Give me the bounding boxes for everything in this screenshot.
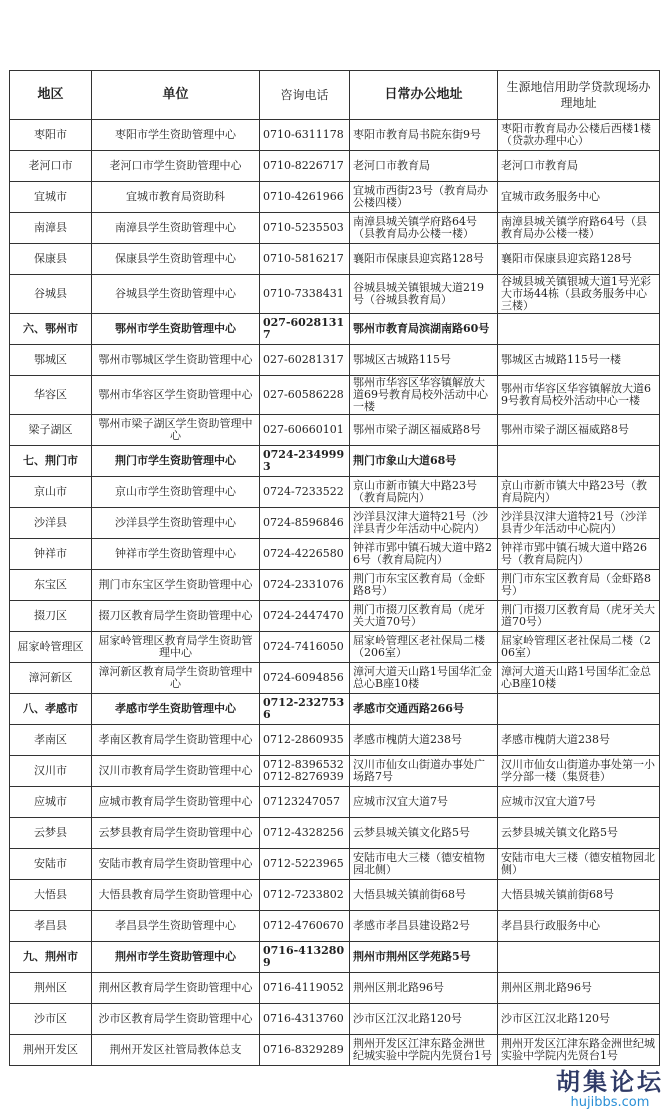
- unit-cell: 沙洋县学生资助管理中心: [92, 508, 260, 539]
- onsite-address-cell: 宜城市政务服务中心: [498, 182, 660, 213]
- table-row: [10, 1035, 660, 1066]
- table-row: [10, 756, 660, 787]
- office-address-cell: 鄂州市教育局滨湖南路60号: [350, 314, 498, 345]
- unit-cell: 枣阳市学生资助管理中心: [92, 120, 260, 151]
- unit-cell: 荆州市学生资助管理中心: [92, 942, 260, 973]
- office-address-cell: 荆州开发区江津东路金洲世纪城实验中学院内先贤台1号: [350, 1035, 498, 1066]
- table-row: [10, 570, 660, 601]
- phone-cell: 027-60281317: [260, 345, 350, 376]
- table-row: [10, 849, 660, 880]
- office-address-cell: 钟祥市郢中镇石城大道中路26号（教育局院内）: [350, 539, 498, 570]
- unit-cell: 沙市区教育局学生资助管理中心: [92, 1004, 260, 1035]
- table-row: [10, 151, 660, 182]
- region-cell: 京山市: [10, 477, 92, 508]
- unit-cell: 大悟县教育局学生资助管理中心: [92, 880, 260, 911]
- table-row: [10, 244, 660, 275]
- unit-cell: 孝感市学生资助管理中心: [92, 694, 260, 725]
- unit-cell: 应城市教育局学生资助管理中心: [92, 787, 260, 818]
- region-cell: 大悟县: [10, 880, 92, 911]
- onsite-address-cell: 大悟县城关镇前街68号: [498, 880, 660, 911]
- office-address-cell: 京山市新市镇大中路23号（教育局院内）: [350, 477, 498, 508]
- region-cell: 孝昌县: [10, 911, 92, 942]
- onsite-address-cell: [498, 694, 660, 725]
- region-cell: 宜城市: [10, 182, 92, 213]
- phone-cell: 0724-2349993: [260, 446, 350, 477]
- onsite-address-cell: 孝昌县行政服务中心: [498, 911, 660, 942]
- phone-cell: 0716-4313760: [260, 1004, 350, 1035]
- region-cell: 沙市区: [10, 1004, 92, 1035]
- watermark-title: 胡集论坛: [556, 1068, 664, 1096]
- phone-cell: 0724-6094856: [260, 663, 350, 694]
- loan-office-table: [9, 70, 660, 1066]
- onsite-address-cell: 荆门市东宝区教育局（金虾路8号）: [498, 570, 660, 601]
- phone-cell: 0724-8596846: [260, 508, 350, 539]
- table-row: [10, 477, 660, 508]
- phone-cell: 0710-5235503: [260, 213, 350, 244]
- unit-cell: 鄂州市华容区学生资助管理中心: [92, 376, 260, 415]
- section-row: [10, 694, 660, 725]
- table-row: [10, 182, 660, 213]
- onsite-address-cell: 安陆市电大三楼（德安植物园北侧）: [498, 849, 660, 880]
- table-row: [10, 508, 660, 539]
- onsite-address-cell: 沙市区江汉北路120号: [498, 1004, 660, 1035]
- header-office-address: 日常办公地址: [350, 71, 498, 120]
- onsite-address-cell: 漳河大道天山路1号国华汇金总心B座10楼: [498, 663, 660, 694]
- region-cell: 鄂城区: [10, 345, 92, 376]
- onsite-address-cell: [498, 942, 660, 973]
- onsite-address-cell: 老河口市教育局: [498, 151, 660, 182]
- phone-cell: 0724-2447470: [260, 601, 350, 632]
- office-address-cell: 鄂州市华容区华容镇解放大道69号教育局校外活动中心一楼: [350, 376, 498, 415]
- unit-cell: 荆门市学生资助管理中心: [92, 446, 260, 477]
- phone-cell: 0712-5223965: [260, 849, 350, 880]
- region-cell: 掇刀区: [10, 601, 92, 632]
- site-watermark: [556, 1068, 664, 1110]
- table-row: [10, 601, 660, 632]
- onsite-address-cell: 荆州区荆北路96号: [498, 973, 660, 1004]
- region-cell: 沙洋县: [10, 508, 92, 539]
- table-row: [10, 632, 660, 663]
- phone-cell: 0712-2327536: [260, 694, 350, 725]
- unit-cell: 老河口市学生资助管理中心: [92, 151, 260, 182]
- region-cell: 老河口市: [10, 151, 92, 182]
- region-cell: 谷城县: [10, 275, 92, 314]
- onsite-address-cell: [498, 446, 660, 477]
- table-row: [10, 345, 660, 376]
- table-row: [10, 880, 660, 911]
- unit-cell: 鄂州市鄂城区学生资助管理中心: [92, 345, 260, 376]
- region-cell: 保康县: [10, 244, 92, 275]
- unit-cell: 屈家岭管理区教育局学生资助管理中心: [92, 632, 260, 663]
- onsite-address-cell: 谷城县城关镇银城大道1号光彩大市场44栋（县政务服务中心三楼）: [498, 275, 660, 314]
- region-cell: 荆州区: [10, 973, 92, 1004]
- region-cell: 漳河新区: [10, 663, 92, 694]
- office-address-cell: 荆州区荆北路96号: [350, 973, 498, 1004]
- onsite-address-cell: 荆州开发区江津东路金洲世纪城实验中学院内先贤台1号: [498, 1035, 660, 1066]
- office-address-cell: 孝感市交通西路266号: [350, 694, 498, 725]
- unit-cell: 漳河新区教育局学生资助管理中心: [92, 663, 260, 694]
- region-cell: 九、荆州市: [10, 942, 92, 973]
- region-cell: 六、鄂州市: [10, 314, 92, 345]
- phone-cell: 0710-5816217: [260, 244, 350, 275]
- region-cell: 梁子湖区: [10, 415, 92, 446]
- phone-cell: 0716-4132809: [260, 942, 350, 973]
- region-cell: 南漳县: [10, 213, 92, 244]
- onsite-address-cell: 襄阳市保康县迎宾路128号: [498, 244, 660, 275]
- region-cell: 华容区: [10, 376, 92, 415]
- office-address-cell: 孝感市孝昌县建设路2号: [350, 911, 498, 942]
- header-region: 地区: [10, 71, 92, 120]
- unit-cell: 钟祥市学生资助管理中心: [92, 539, 260, 570]
- unit-cell: 孝昌县学生资助管理中心: [92, 911, 260, 942]
- office-address-cell: 枣阳市教育局书院东街9号: [350, 120, 498, 151]
- office-address-cell: 荆门市东宝区教育局（金虾路8号）: [350, 570, 498, 601]
- watermark-url: hujibbs.com: [570, 1095, 650, 1110]
- unit-cell: 谷城县学生资助管理中心: [92, 275, 260, 314]
- phone-cell: 0724-7233522: [260, 477, 350, 508]
- region-cell: 枣阳市: [10, 120, 92, 151]
- phone-cell: 0710-4261966: [260, 182, 350, 213]
- region-cell: 汉川市: [10, 756, 92, 787]
- region-cell: 云梦县: [10, 818, 92, 849]
- phone-cell: 0724-7416050: [260, 632, 350, 663]
- office-address-cell: 汉川市仙女山街道办事处广场路7号: [350, 756, 498, 787]
- office-address-cell: 荆州市荆州区学苑路5号: [350, 942, 498, 973]
- office-address-cell: 孝感市槐荫大道238号: [350, 725, 498, 756]
- unit-cell: 掇刀区教育局学生资助管理中心: [92, 601, 260, 632]
- onsite-address-cell: 鄂州市梁子湖区福威路8号: [498, 415, 660, 446]
- unit-cell: 云梦县教育局学生资助管理中心: [92, 818, 260, 849]
- unit-cell: 安陆市教育局学生资助管理中心: [92, 849, 260, 880]
- unit-cell: 南漳县学生资助管理中心: [92, 213, 260, 244]
- header-phone: 咨询电话: [260, 71, 350, 120]
- onsite-address-cell: 汉川市仙女山街道办事处第一小学分部一楼（集贤巷）: [498, 756, 660, 787]
- unit-cell: 保康县学生资助管理中心: [92, 244, 260, 275]
- onsite-address-cell: 钟祥市郢中镇石城大道中路26号（教育局院内）: [498, 539, 660, 570]
- phone-cell: 0724-2331076: [260, 570, 350, 601]
- phone-cell: 0716-8329289: [260, 1035, 350, 1066]
- office-address-cell: 屈家岭管理区老社保局二楼（206室）: [350, 632, 498, 663]
- unit-cell: 京山市学生资助管理中心: [92, 477, 260, 508]
- region-cell: 七、荆门市: [10, 446, 92, 477]
- office-address-cell: 荆门市掇刀区教育局（虎牙关大道70号）: [350, 601, 498, 632]
- table-row: [10, 911, 660, 942]
- region-cell: 应城市: [10, 787, 92, 818]
- table-row: [10, 1004, 660, 1035]
- table-row: [10, 213, 660, 244]
- office-address-cell: 荆门市象山大道68号: [350, 446, 498, 477]
- phone-cell: 0712-8396532 0712-8276939: [260, 756, 350, 787]
- phone-cell: 027-60586228: [260, 376, 350, 415]
- onsite-address-cell: 孝感市槐荫大道238号: [498, 725, 660, 756]
- office-address-cell: 襄阳市保康县迎宾路128号: [350, 244, 498, 275]
- phone-cell: 0712-2860935: [260, 725, 350, 756]
- table-row: [10, 275, 660, 314]
- office-address-cell: 鄂城区古城路115号: [350, 345, 498, 376]
- onsite-address-cell: 枣阳市教育局办公楼后西楼1楼（贷款办理中心）: [498, 120, 660, 151]
- phone-cell: 0712-7233802: [260, 880, 350, 911]
- onsite-address-cell: 鄂城区古城路115号一楼: [498, 345, 660, 376]
- section-row: [10, 942, 660, 973]
- phone-cell: 0724-4226580: [260, 539, 350, 570]
- phone-cell: 027-60281317: [260, 314, 350, 345]
- phone-cell: 0712-4328256: [260, 818, 350, 849]
- onsite-address-cell: 鄂州市华容区华容镇解放大道69号教育局校外活动中心一楼: [498, 376, 660, 415]
- onsite-address-cell: 南漳县城关镇学府路64号（县教育局办公楼一楼）: [498, 213, 660, 244]
- office-address-cell: 沙洋县汉津大道特21号（沙洋县青少年活动中心院内）: [350, 508, 498, 539]
- table-row: [10, 663, 660, 694]
- phone-cell: 0710-8226717: [260, 151, 350, 182]
- unit-cell: 孝南区教育局学生资助管理中心: [92, 725, 260, 756]
- table-row: [10, 725, 660, 756]
- office-address-cell: 应城市汉宜大道7号: [350, 787, 498, 818]
- office-address-cell: 老河口市教育局: [350, 151, 498, 182]
- office-address-cell: 大悟县城关镇前街68号: [350, 880, 498, 911]
- header-unit: 单位: [92, 71, 260, 120]
- phone-cell: 0710-7338431: [260, 275, 350, 314]
- section-row: [10, 314, 660, 345]
- header-onsite-address: 生源地信用助学贷款现场办理地址: [498, 71, 660, 120]
- table-row: [10, 787, 660, 818]
- unit-cell: 荆门市东宝区学生资助管理中心: [92, 570, 260, 601]
- phone-cell: 07123247057: [260, 787, 350, 818]
- unit-cell: 宜城市教育局资助科: [92, 182, 260, 213]
- office-address-cell: 安陆市电大三楼（德安植物园北侧）: [350, 849, 498, 880]
- unit-cell: 荆州开发区社管局教体总支: [92, 1035, 260, 1066]
- table-row: [10, 973, 660, 1004]
- onsite-address-cell: 应城市汉宜大道7号: [498, 787, 660, 818]
- office-address-cell: 宜城市西街23号（教育局办公楼四楼）: [350, 182, 498, 213]
- table-row: [10, 120, 660, 151]
- region-cell: 孝南区: [10, 725, 92, 756]
- table-row: [10, 539, 660, 570]
- region-cell: 荆州开发区: [10, 1035, 92, 1066]
- unit-cell: 荆州区教育局学生资助管理中心: [92, 973, 260, 1004]
- phone-cell: 0712-4760670: [260, 911, 350, 942]
- region-cell: 屈家岭管理区: [10, 632, 92, 663]
- phone-cell: 0716-4119052: [260, 973, 350, 1004]
- onsite-address-cell: 屈家岭管理区老社保局二楼（206室）: [498, 632, 660, 663]
- unit-cell: 鄂州市学生资助管理中心: [92, 314, 260, 345]
- table-body: [10, 120, 660, 1066]
- phone-cell: 027-60660101: [260, 415, 350, 446]
- table-row: [10, 376, 660, 415]
- office-address-cell: 云梦县城关镇文化路5号: [350, 818, 498, 849]
- office-address-cell: 漳河大道天山路1号国华汇金总心B座10楼: [350, 663, 498, 694]
- region-cell: 八、孝感市: [10, 694, 92, 725]
- office-address-cell: 沙市区江汉北路120号: [350, 1004, 498, 1035]
- region-cell: 安陆市: [10, 849, 92, 880]
- loan-office-table-container: [9, 70, 659, 1066]
- phone-cell: 0710-6311178: [260, 120, 350, 151]
- office-address-cell: 南漳县城关镇学府路64号（县教育局办公楼一楼）: [350, 213, 498, 244]
- region-cell: 东宝区: [10, 570, 92, 601]
- unit-cell: 汉川市教育局学生资助管理中心: [92, 756, 260, 787]
- office-address-cell: 鄂州市梁子湖区福威路8号: [350, 415, 498, 446]
- table-row: [10, 415, 660, 446]
- section-row: [10, 446, 660, 477]
- region-cell: 钟祥市: [10, 539, 92, 570]
- table-header-row: [10, 71, 660, 120]
- onsite-address-cell: 荆门市掇刀区教育局（虎牙关大道70号）: [498, 601, 660, 632]
- onsite-address-cell: [498, 314, 660, 345]
- unit-cell: 鄂州市梁子湖区学生资助管理中心: [92, 415, 260, 446]
- onsite-address-cell: 沙洋县汉津大道特21号（沙洋县青少年活动中心院内）: [498, 508, 660, 539]
- onsite-address-cell: 云梦县城关镇文化路5号: [498, 818, 660, 849]
- office-address-cell: 谷城县城关镇银城大道219号（谷城县教育局）: [350, 275, 498, 314]
- table-row: [10, 818, 660, 849]
- onsite-address-cell: 京山市新市镇大中路23号（教育局院内）: [498, 477, 660, 508]
